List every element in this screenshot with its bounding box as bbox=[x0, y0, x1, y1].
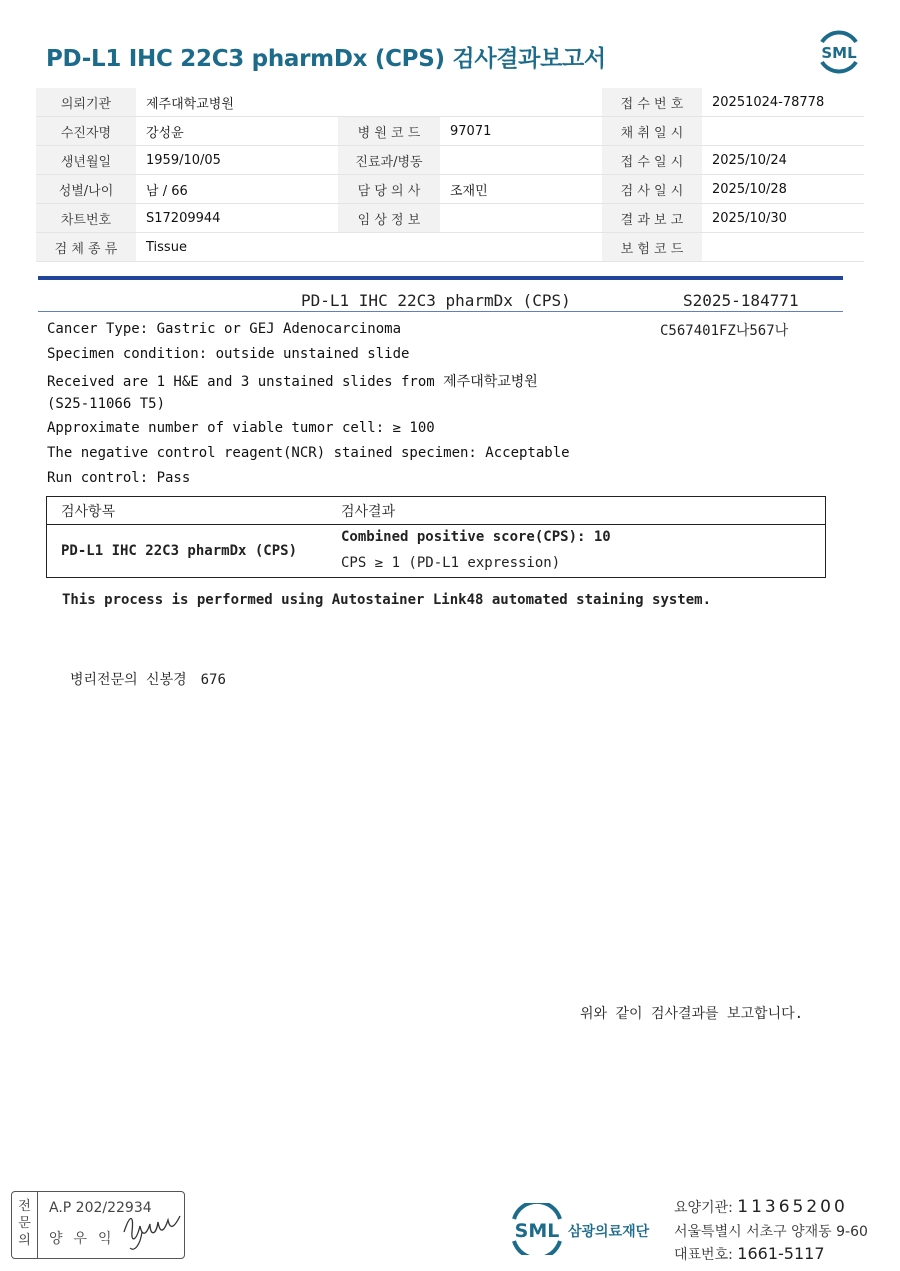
info-label: 생년월일 bbox=[36, 146, 136, 175]
info-label: 담 당 의 사 bbox=[338, 175, 440, 204]
info-value: 조재민 bbox=[440, 175, 602, 204]
sml-logo-icon bbox=[816, 28, 862, 76]
info-label: 접 수 일 시 bbox=[602, 146, 702, 175]
institution-code-label: 요양기관: bbox=[674, 1200, 733, 1216]
info-label: 임 상 정 보 bbox=[338, 204, 440, 233]
test-id: S2025-184771 bbox=[683, 291, 799, 310]
pathologist-license: 676 bbox=[200, 672, 226, 688]
info-value: 남 / 66 bbox=[136, 175, 338, 204]
description-line: Run control: Pass bbox=[47, 470, 191, 486]
info-value: S17209944 bbox=[136, 204, 338, 233]
info-row bbox=[36, 88, 864, 117]
info-label: 접 수 번 호 bbox=[602, 88, 702, 117]
info-label: 병 원 코 드 bbox=[338, 117, 440, 146]
phone-value: 1661-5117 bbox=[737, 1244, 825, 1263]
info-label: 검 사 일 시 bbox=[602, 175, 702, 204]
info-value: 1959/10/05 bbox=[136, 146, 338, 175]
footer-logo-text: SML bbox=[514, 1220, 560, 1242]
stamp-side-label bbox=[12, 1192, 38, 1258]
closing-statement: 위와 같이 검사결과를 보고합니다. bbox=[580, 1006, 804, 1022]
info-label: 수진자명 bbox=[36, 117, 136, 146]
info-value: 강성윤 bbox=[136, 117, 338, 146]
description-line: Specimen condition: outside unstained slide bbox=[47, 346, 410, 362]
result-cps-score: Combined positive score(CPS): 10 bbox=[341, 529, 611, 545]
info-value: 2025/10/24 bbox=[702, 146, 864, 175]
header-underline bbox=[38, 311, 843, 312]
report-title: PD-L1 IHC 22C3 pharmDx (CPS) 검사결과보고서 bbox=[46, 46, 606, 72]
address: 서울특별시 서초구 양재동 9-60 bbox=[674, 1224, 868, 1240]
info-value: 20251024-78778 bbox=[702, 88, 864, 117]
column-header-result: 검사결과 bbox=[327, 497, 826, 525]
institution-code-value: 11365200 bbox=[737, 1197, 848, 1217]
description-line: Received are 1 H&E and 3 unstained slides from 제주대학교병원 bbox=[47, 374, 538, 390]
info-label: 결 과 보 고 bbox=[602, 204, 702, 233]
info-label: 채 취 일 시 bbox=[602, 117, 702, 146]
result-header-row bbox=[47, 497, 826, 525]
process-note: This process is performed using Autostainer Link48 automated staining system. bbox=[62, 592, 712, 608]
description-line: Cancer Type: Gastric or GEJ Adenocarcinoma bbox=[47, 321, 402, 337]
footer-logo bbox=[510, 1203, 660, 1255]
phone-label: 대표번호: bbox=[674, 1247, 733, 1263]
info-row bbox=[36, 175, 864, 204]
description-line: The negative control reagent(NCR) stained specimen: Acceptable bbox=[47, 445, 570, 461]
column-header-item: 검사항목 bbox=[47, 497, 328, 525]
info-value: 제주대학교병원 bbox=[136, 88, 338, 117]
info-label: 진료과/병동 bbox=[338, 146, 440, 175]
info-label: 차트번호 bbox=[36, 204, 136, 233]
info-value bbox=[440, 204, 602, 233]
description-line: Approximate number of viable tumor cell: ≥ 100 bbox=[47, 420, 435, 436]
info-value: 97071 bbox=[440, 117, 602, 146]
stamp-name: 양우익 bbox=[49, 1231, 123, 1247]
phone bbox=[674, 1244, 825, 1264]
specialist-stamp bbox=[11, 1191, 185, 1259]
result-table bbox=[46, 496, 826, 578]
info-label: 검 체 종 류 bbox=[36, 233, 136, 262]
description-line: (S25-11066 T5) bbox=[47, 396, 166, 412]
info-row bbox=[36, 204, 864, 233]
foundation-name: 삼광의료재단 bbox=[568, 1224, 650, 1240]
logo-text: SML bbox=[821, 44, 857, 62]
pathologist-name: 병리전문의 신봉경 bbox=[70, 672, 187, 688]
section-divider bbox=[38, 276, 843, 280]
info-value: 2025/10/30 bbox=[702, 204, 864, 233]
result-value-cell bbox=[327, 525, 826, 578]
info-label: 의뢰기관 bbox=[36, 88, 136, 117]
info-value: Tissue bbox=[136, 233, 338, 262]
patient-info-table bbox=[36, 88, 864, 262]
pathologist-signature-line bbox=[70, 669, 226, 689]
signature-icon bbox=[120, 1202, 184, 1254]
info-value bbox=[702, 233, 864, 262]
test-code: C567401FZ나567나 bbox=[660, 323, 789, 339]
institution-code bbox=[674, 1197, 848, 1217]
info-row bbox=[36, 146, 864, 175]
info-row bbox=[36, 233, 864, 262]
stamp-side-text: 전 문 의 bbox=[18, 1199, 31, 1248]
info-value bbox=[440, 146, 602, 175]
info-label: 성별/나이 bbox=[36, 175, 136, 204]
result-item: PD-L1 IHC 22C3 pharmDx (CPS) bbox=[47, 525, 328, 578]
info-value: 2025/10/28 bbox=[702, 175, 864, 204]
info-row bbox=[36, 117, 864, 146]
result-cps-interpretation: CPS ≥ 1 (PD-L1 expression) bbox=[341, 555, 561, 571]
info-value bbox=[702, 117, 864, 146]
stamp-ap-number: A.P 202/22934 bbox=[49, 1200, 152, 1216]
info-label: 보 험 코 드 bbox=[602, 233, 702, 262]
test-name: PD-L1 IHC 22C3 pharmDx (CPS) bbox=[301, 291, 571, 310]
result-row bbox=[47, 525, 826, 578]
